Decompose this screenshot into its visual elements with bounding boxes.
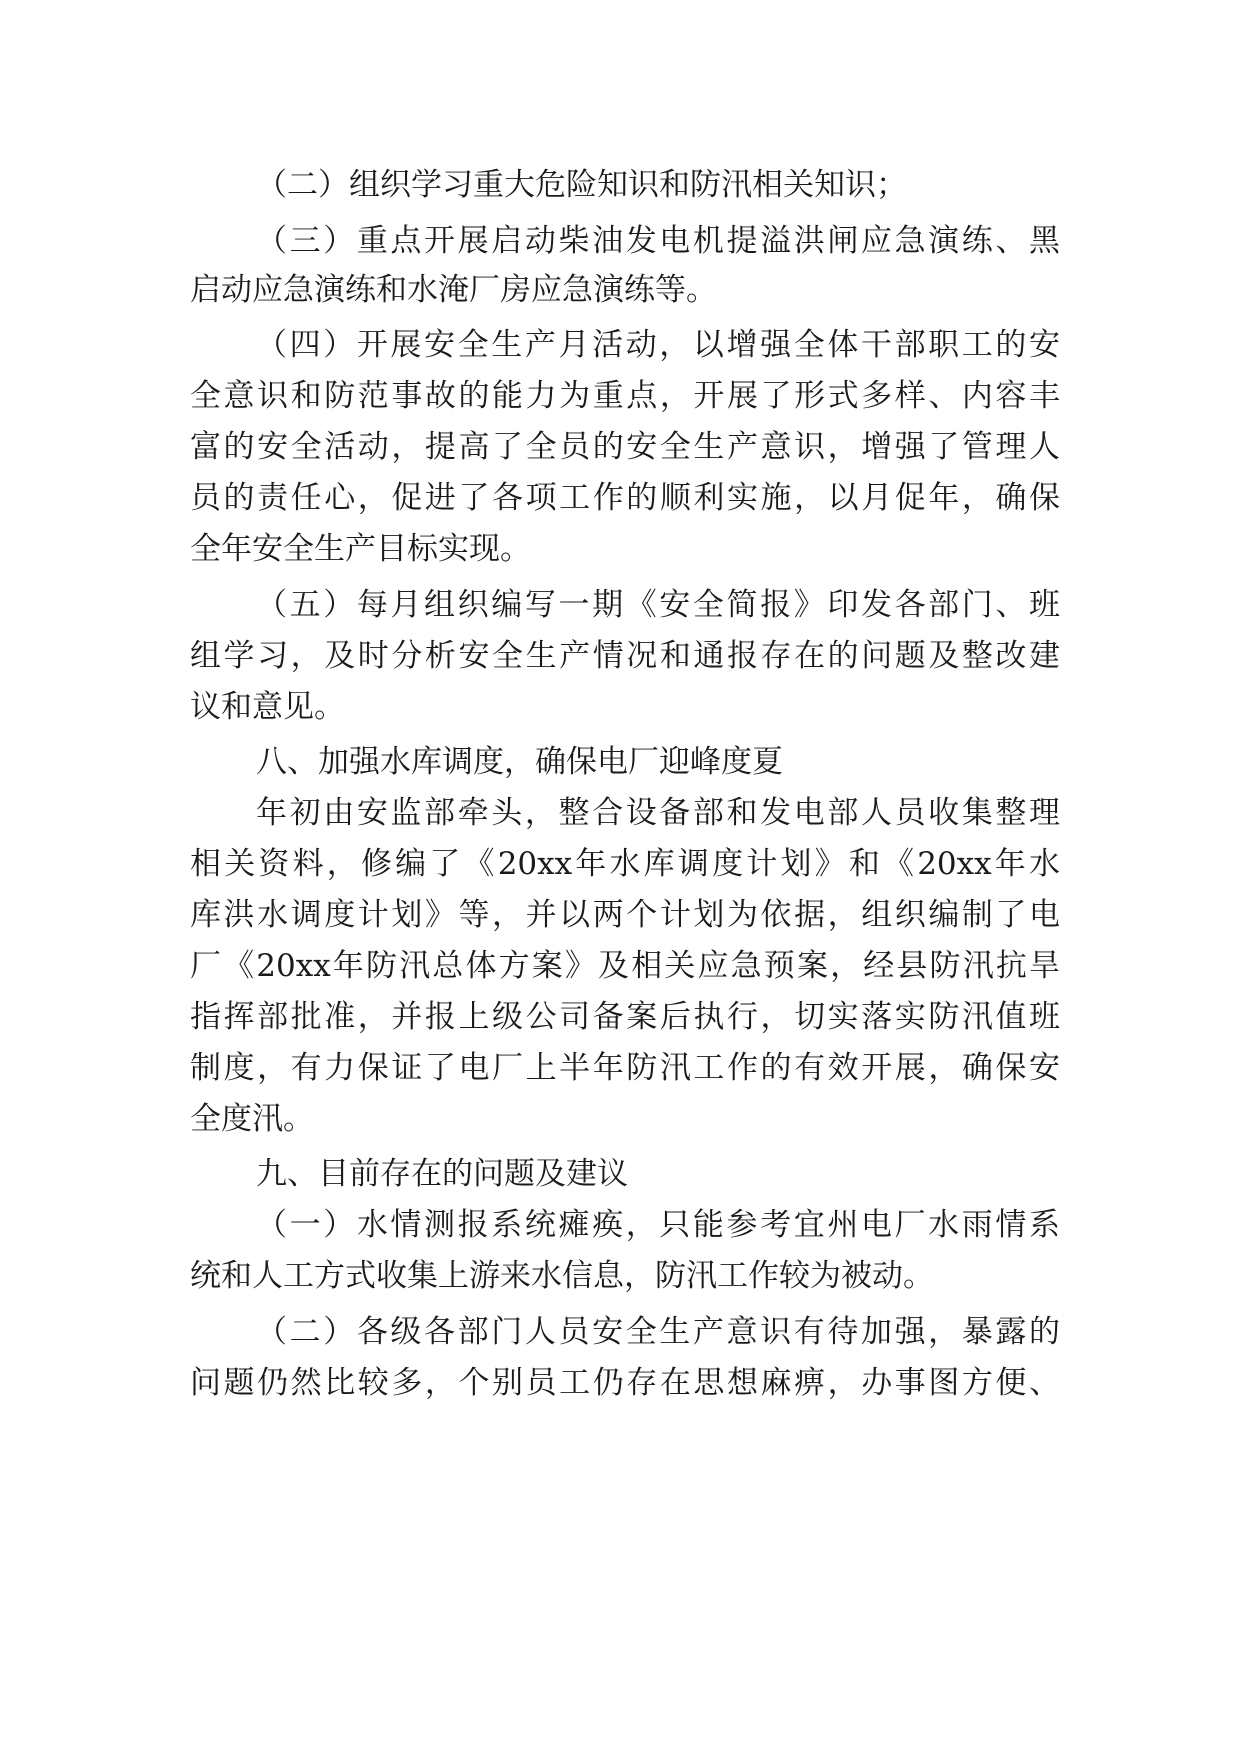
paragraph-line: （一）水情测报系统瘫痪，只能参考宜州电厂水雨情系	[256, 1207, 1060, 1243]
paragraph-line: 启动应急演练和水淹厂房应急演练等。	[190, 272, 717, 308]
section-heading: 八、加强水库调度，确保电厂迎峰度夏	[256, 744, 783, 780]
paragraph-line: 相关资料，修编了《20xx年水库调度计划》和《20xx年水	[190, 846, 1060, 882]
paragraph-line: （五）每月组织编写一期《安全简报》印发各部门、班	[256, 587, 1060, 623]
paragraph-line: 全年安全生产目标实现。	[190, 531, 531, 567]
paragraph-line: 年初由安监部牵头，整合设备部和发电部人员收集整理	[256, 795, 1060, 831]
section-heading: 九、目前存在的问题及建议	[256, 1156, 628, 1192]
paragraph-line: （二）各级各部门人员安全生产意识有待加强，暴露的	[256, 1314, 1060, 1350]
paragraph-line: 指挥部批准，并报上级公司备案后执行，切实落实防汛值班	[190, 999, 1060, 1035]
paragraph-line: 库洪水调度计划》等，并以两个计划为依据，组织编制了电	[190, 897, 1060, 933]
paragraph-line: 富的安全活动，提高了全员的安全生产意识，增强了管理人	[190, 429, 1060, 465]
paragraph-line: 组学习，及时分析安全生产情况和通报存在的问题及整改建	[190, 638, 1060, 674]
paragraph-line: 制度，有力保证了电厂上半年防汛工作的有效开展，确保安	[190, 1050, 1060, 1086]
paragraph-line: 议和意见。	[190, 689, 345, 725]
paragraph-line: （四）开展安全生产月活动，以增强全体干部职工的安	[256, 327, 1060, 363]
paragraph-line: 全度汛。	[190, 1101, 314, 1137]
paragraph-line: 员的责任心，促进了各项工作的顺利实施，以月促年，确保	[190, 480, 1060, 516]
paragraph-line: 统和人工方式收集上游来水信息，防汛工作较为被动。	[190, 1258, 934, 1294]
paragraph-line: 全意识和防范事故的能力为重点，开展了形式多样、内容丰	[190, 378, 1060, 414]
paragraph-line: 厂《20xx年防汛总体方案》及相关应急预案，经县防汛抗旱	[190, 948, 1060, 984]
paragraph-line: 问题仍然比较多，个别员工仍存在思想麻痹，办事图方便、	[190, 1365, 1060, 1401]
paragraph-line: （二）组织学习重大危险知识和防汛相关知识；	[256, 167, 907, 203]
paragraph-line: （三）重点开展启动柴油发电机提溢洪闸应急演练、黑	[256, 223, 1060, 259]
